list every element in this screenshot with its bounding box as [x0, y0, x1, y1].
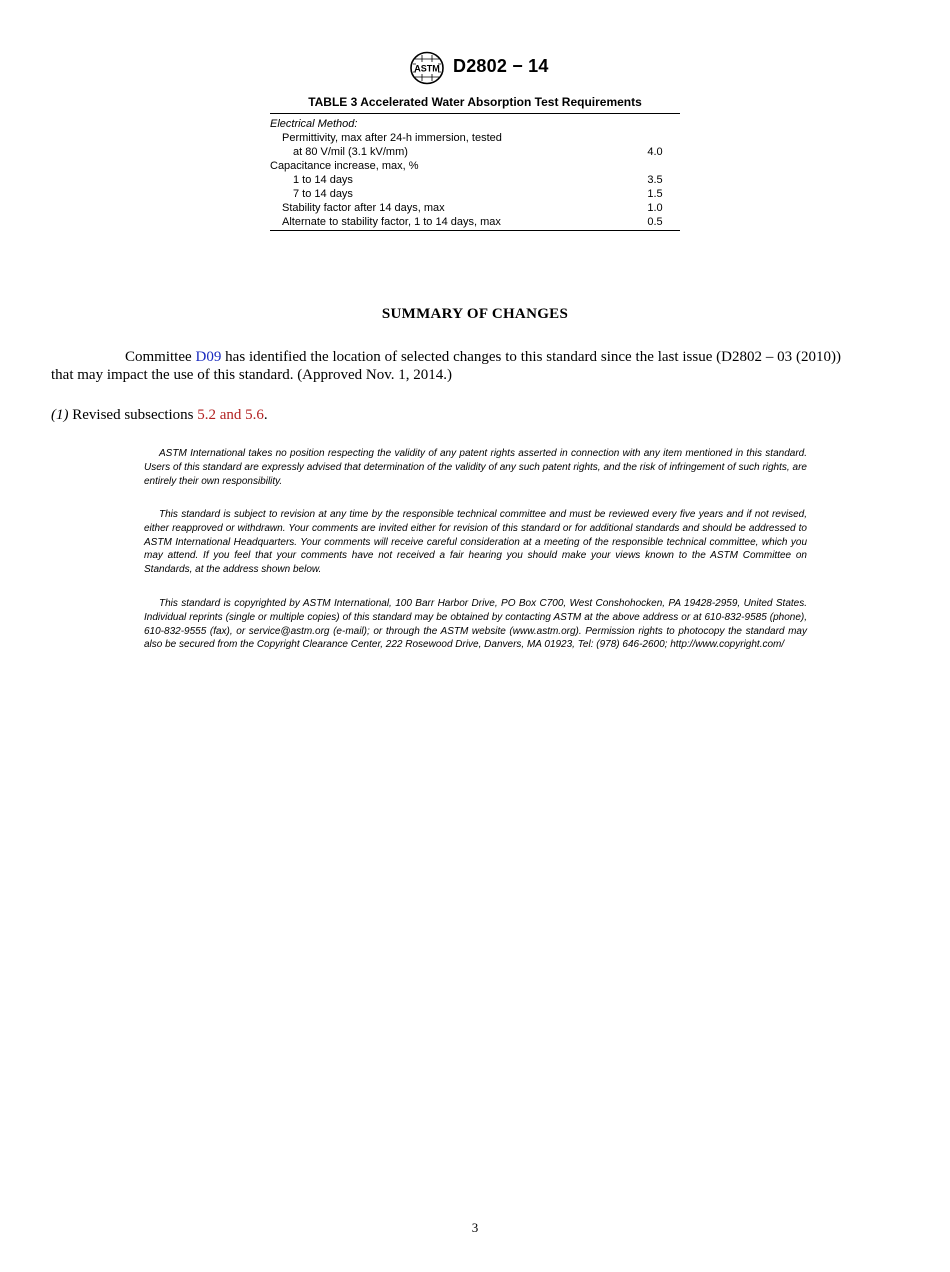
revision-notice: This standard is subject to revision at any time by the responsible technical committee and must be reviewed every five years and if not revised, either reapproved or withdrawn. Your comments are invited either for revision of this standard or for additional standards and should be addressed to ASTM International Headquarters. Your comments will receive careful consideration at a meeting of the responsible technical committee, which you may attend. If you feel that your comments have not received a fair hearing you should make your views known to the ASTM Committee on Standards, at the address shown below. — [144, 509, 807, 576]
table-row — [270, 201, 680, 215]
page-header — [0, 48, 950, 88]
row-value: 4.0 — [647, 146, 663, 158]
patent-notice: ASTM International takes no position respecting the validity of any patent rights asserted in connection with any item mentioned in this standard. Users of this standard are expressly advised that determination of the validity of any such patent rights, and the risk of infringement of such rights, are entirely their own responsibility. — [144, 448, 807, 487]
table-row — [270, 145, 680, 159]
summary-paragraph — [51, 348, 841, 384]
table-row — [270, 131, 680, 145]
astm-logo-icon — [409, 51, 445, 85]
change-item-text-post: . — [263, 407, 268, 423]
row-label: Stability factor after 14 days, max — [282, 202, 445, 214]
table-row — [270, 159, 680, 173]
row-value: 1.5 — [647, 188, 663, 200]
row-label: Capacitance increase, max, % — [270, 160, 419, 172]
table-row — [270, 215, 680, 229]
change-item — [51, 407, 268, 424]
summary-text-post: has identified the location of selected changes to this standard since the last issue (D2802 – 03 (2010)) that may impact the use of this standard. (Approved Nov. 1, 2014.) — [51, 349, 841, 383]
document-id: D2802 − 14 — [453, 56, 549, 76]
row-value: 1.0 — [647, 202, 663, 214]
committee-link[interactable]: D09 — [195, 349, 222, 365]
copyright-notice: This standard is copyrighted by ASTM International, 100 Barr Harbor Drive, PO Box C700, West Conshohocken, PA 19428-2959, United States. Individual reprints (single or multiple copies) of this standard may be obtained by contacting ASTM at the above address or at 610-832-9585 (phone), 610-832-9555 (fax), or service@astm.org (e-mail); or through the ASTM website (www.astm.org). Permission rights to photocopy the standard may also be secured from the Copyright Clearance Center, 222 Rosewood Drive, Danvers, MA 01923, Tel: (978) 646-2600; http://www.copyright.com/ — [144, 598, 807, 651]
requirements-table — [270, 113, 680, 231]
table-row — [270, 173, 680, 187]
row-value: 3.5 — [647, 174, 663, 186]
row-value: 0.5 — [647, 216, 663, 228]
row-label: 7 to 14 days — [293, 188, 353, 200]
summary-heading: SUMMARY OF CHANGES — [381, 306, 569, 322]
row-label: Electrical Method: — [270, 118, 358, 130]
summary-text-pre: Committee — [125, 349, 196, 365]
table-row — [270, 187, 680, 201]
row-label: Permittivity, max after 24-h immersion, tested — [282, 132, 502, 144]
subsection-link[interactable]: 5.2 and 5.6 — [197, 407, 264, 423]
page-number: 3 — [471, 1220, 479, 1235]
row-label: Alternate to stability factor, 1 to 14 days, max — [282, 216, 501, 228]
logo-text: ASTM — [414, 63, 440, 74]
change-item-marker: (1) — [51, 407, 69, 423]
row-label: at 80 V/mil (3.1 kV/mm) — [293, 146, 408, 158]
row-label: 1 to 14 days — [293, 174, 353, 186]
change-item-text-pre: Revised subsections — [68, 407, 198, 423]
table-title: TABLE 3 Accelerated Water Absorption Test Requirements — [308, 95, 642, 109]
table-row — [270, 117, 680, 131]
